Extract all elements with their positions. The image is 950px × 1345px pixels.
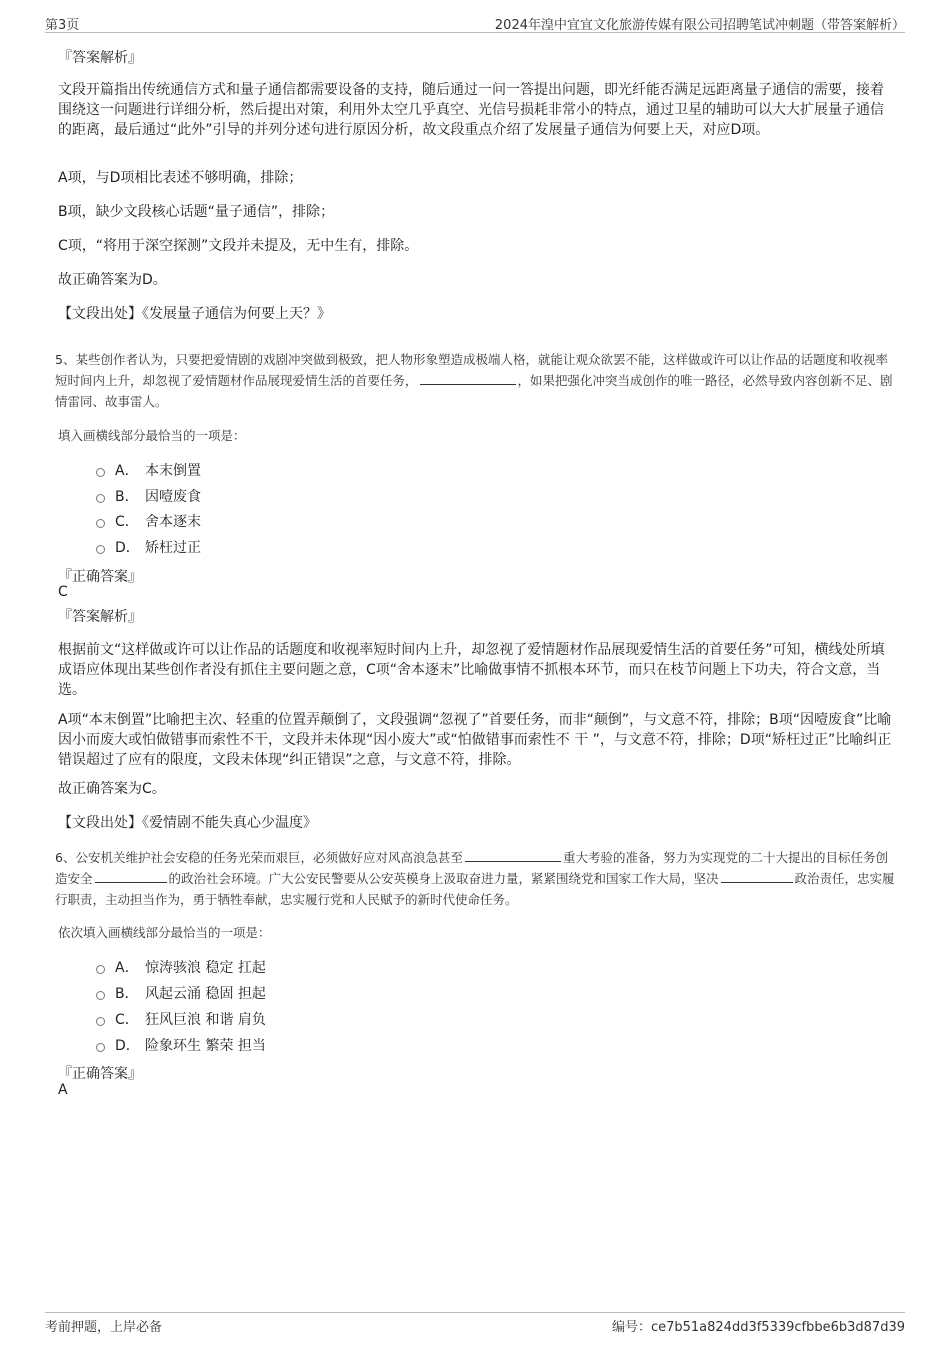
analysis-option-c: C项，“将用于深空探测”文段并未提及，无中生有，排除。 (58, 238, 419, 254)
q5-option-b[interactable]: B． 因噎废食 (96, 485, 201, 507)
page-footer (45, 1312, 905, 1337)
analysis-heading: 『答案解析』 (58, 609, 142, 625)
analysis-option-a: A项，与D项相比表述不够明确，排除； (58, 170, 303, 186)
document-id: 编号：ce7b51a824dd3f5339cfbbe6b3d87d39 (611, 1320, 905, 1335)
correct-answer: C (58, 584, 68, 600)
analysis-paragraph: 文段开篇指出传统通信方式和量子通信都需要设备的支持，随后通过一问一答提出问题，即光纤能否满足远距离量子通信的需要，接着围绕这一问题进行详细分析，然后提出对策，利用外太空几乎真空、光信号损耗非常小的特点，通过卫星的辅助可以大大扩展量子通信的距离，最后通过“此外”引导的并列分述句进行原因分析，故文段重点介绍了发展量子通信为何要上天，对应D项。 (58, 82, 884, 138)
question-5-text: 5、某些创作者认为，只要把爱情剧的戏剧冲突做到极致，把人物形象塑造成极端人格，就能让观众欲罢不能，这样做或许可以让作品的话题度和收视率短时间内上升，却忽视了爱情题材作品展现爱情生活的首要任务， ，如果把强化冲突当成创作的唯一路径，必然导致内容创新不足、剧情雷同、故事雷人。 (55, 352, 893, 409)
analysis-paragraph: A项“本末倒置”比喻把主次、轻重的位置弄颠倒了，文段强调“忽视了”首要任务，而非“颠倒”，与文意不符，排除；B项“因噎废食”比喻因小而废大或怕做错事而索性不干，文段并未体现“因小废大”或“怕做错事而索性不 干 ”，与文意不符，排除；D项“矫枉过正”比喻纠正错误超过了应有的限度，文段未体现“纠正错误”之意，与文意不符，排除。 (58, 712, 892, 768)
correct-answer-heading: 『正确答案』 (58, 569, 142, 585)
q6-option-c[interactable]: C． 狂风巨浪 和谐 肩负 (96, 1008, 266, 1030)
q5-option-d[interactable]: D． 矫枉过正 (96, 536, 201, 558)
q5-option-a[interactable]: A． 本末倒置 (96, 459, 201, 481)
radio-icon[interactable] (96, 545, 105, 554)
question-6-text: 6、公安机关维护社会安稳的任务光荣而艰巨，必须做好应对风高浪急甚至 重大考验的准备，努力为实现党的二十大提出的目标任务创造安全 的政治社会环境。广大公安民警要从公安英模身上汲取奋进力量，紧紧围绕党和国家工作大局，坚决 政治责任，忠实履行职责，主动担当作为，勇于牺牲奉献，忠实履行党和人民赋予的新时代使命任务。 (55, 850, 895, 907)
correct-answer-heading: 『正确答案』 (58, 1066, 142, 1082)
analysis-paragraph: 根据前文“这样做或许可以让作品的话题度和收视率短时间内上升，却忽视了爱情题材作品展现爱情生活的首要任务”可知，横线处所填成语应体现出某些创作者没有抓住主要问题之意，C项“舍本逐末”比喻做事情不抓根本环节，而只在枝节问题上下功夫，符合文意，当选。 (58, 642, 885, 698)
q6-option-a[interactable]: A． 惊涛骇浪 稳定 扛起 (96, 956, 266, 978)
document-title: 2024年湟中宜宜文化旅游传媒有限公司招聘笔试冲刺题（带答案解析） (494, 18, 905, 33)
question-6-prompt: 依次填入画横线部分最恰当的一项是： (58, 925, 271, 940)
radio-icon[interactable] (96, 991, 105, 1000)
analysis-source: 【文段出处】《爱情剧不能失真心少温度》 (58, 815, 317, 831)
question-5-prompt: 填入画横线部分最恰当的一项是： (58, 428, 246, 443)
answer-blank (465, 849, 561, 862)
radio-icon[interactable] (96, 1043, 105, 1052)
analysis-conclusion: 故正确答案为C。 (58, 781, 166, 797)
analysis-conclusion: 故正确答案为D。 (58, 272, 167, 288)
q6-option-b[interactable]: B． 风起云涌 稳固 担起 (96, 982, 266, 1004)
answer-blank (721, 870, 793, 883)
radio-icon[interactable] (96, 1017, 105, 1026)
radio-icon[interactable] (96, 468, 105, 477)
q5-option-c[interactable]: C． 舍本逐末 (96, 510, 201, 532)
correct-answer: A (58, 1082, 68, 1098)
q6-option-d[interactable]: D． 险象环生 繁荣 担当 (96, 1034, 266, 1056)
footer-slogan: 考前押题，上岸必备 (45, 1320, 163, 1335)
analysis-heading: 『答案解析』 (58, 50, 142, 66)
radio-icon[interactable] (96, 494, 105, 503)
analysis-source: 【文段出处】《发展量子通信为何要上天？》 (58, 306, 331, 322)
page-header (45, 12, 905, 33)
analysis-option-b: B项，缺少文段核心话题“量子通信”，排除； (58, 204, 335, 220)
radio-icon[interactable] (96, 965, 105, 974)
answer-blank (420, 372, 516, 385)
page-number: 第3页 (45, 18, 80, 33)
radio-icon[interactable] (96, 519, 105, 528)
answer-blank (95, 870, 167, 883)
